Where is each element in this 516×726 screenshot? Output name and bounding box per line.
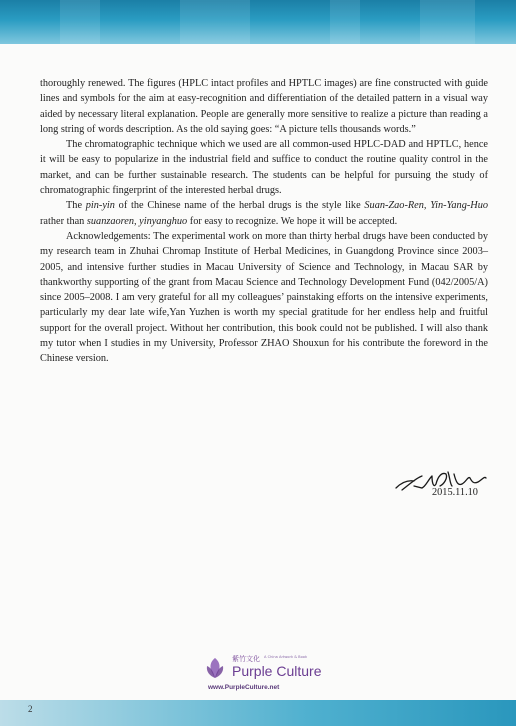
pinyin-example-hyphenated: Suan-Zao-Ren, Yin-Yang-Huo <box>364 200 489 212</box>
band-stripe <box>330 0 360 44</box>
pinyin-term: pin-yin <box>85 200 115 212</box>
pinyin-text-mid1: of the Chinese name of the herbal drugs is the style like <box>114 200 365 212</box>
page-number: 2 <box>28 704 33 714</box>
pinyin-text-after: for easy to recognize. We hope it will be accepted. <box>187 215 398 227</box>
lotus-emblem-icon <box>204 656 226 682</box>
watermark-tagline: A China Artwork & Book <box>264 655 308 659</box>
watermark-chinese-text: 紫竹文化 <box>232 655 260 663</box>
band-stripe <box>420 0 475 44</box>
pinyin-example-joined: suanzaoren, yinyanghuo <box>86 215 188 227</box>
watermark-url: www.PurpleCulture.net <box>208 684 280 691</box>
paragraph-pinyin <box>40 198 488 229</box>
purple-culture-watermark <box>204 654 334 694</box>
watermark-name: Purple Culture <box>232 663 322 679</box>
paragraph-chromatographic-technique: The chromatographic technique which we used are all common-used HPLC-DAD and HPTLC, hence it will be easy to popularize in the industrial field and suffice to conduct the routine quality control in the market, and can be further sustainable research. The students can be helpful for pursuing the study of chromatographic fingerprint of the interested herbal drugs. <box>40 139 488 197</box>
paragraph-acknowledgements: Acknowledgements: The experimental work on more than thirty herbal drugs have been conducted by my research team in Zhuhai Chromap Institute of Herbal Medicines, in Guangdong Province since 2003–2005, and intensive further studies in Macau University of Science and Technology, in Macau SAR by thankworthy supporting of the grant from Macau Science and Technology Development Fund (042/2005/A) since 2005–2008. I am very grateful for all my colleagues’ painstaking efforts on the intensive experiments, particularly my dear late wife,Yan Yuzhen is worth my special gratitude for her endless help and fruitful support for the overall project. Without her contribution, this book could not be published. I will also thank my tutor when I studies in my University, Professor ZHAO Shouxun for his contribute the foreword in the Chinese version. <box>40 230 488 365</box>
preface-body <box>40 76 488 367</box>
top-decorative-band <box>0 0 516 44</box>
band-stripe <box>60 0 100 44</box>
signature-date: 2015.11.10 <box>432 487 478 498</box>
paragraph-figures: thoroughly renewed. The figures (HPLC intact profiles and HPTLC images) are fine constructed with guide lines and symbols for the aim at easy-recognition and differentiation of the detailed pattern in a visual way aided by necessary literal explanation. People are generally more sensitive to realize a picture than reading a long string of words description. As the old saying goes: “A picture tells thousands words.” <box>40 78 488 135</box>
band-stripe <box>180 0 250 44</box>
pinyin-text-before: The <box>66 200 86 212</box>
bottom-decorative-band <box>0 700 516 726</box>
pinyin-text-mid2: rather than <box>40 215 87 227</box>
